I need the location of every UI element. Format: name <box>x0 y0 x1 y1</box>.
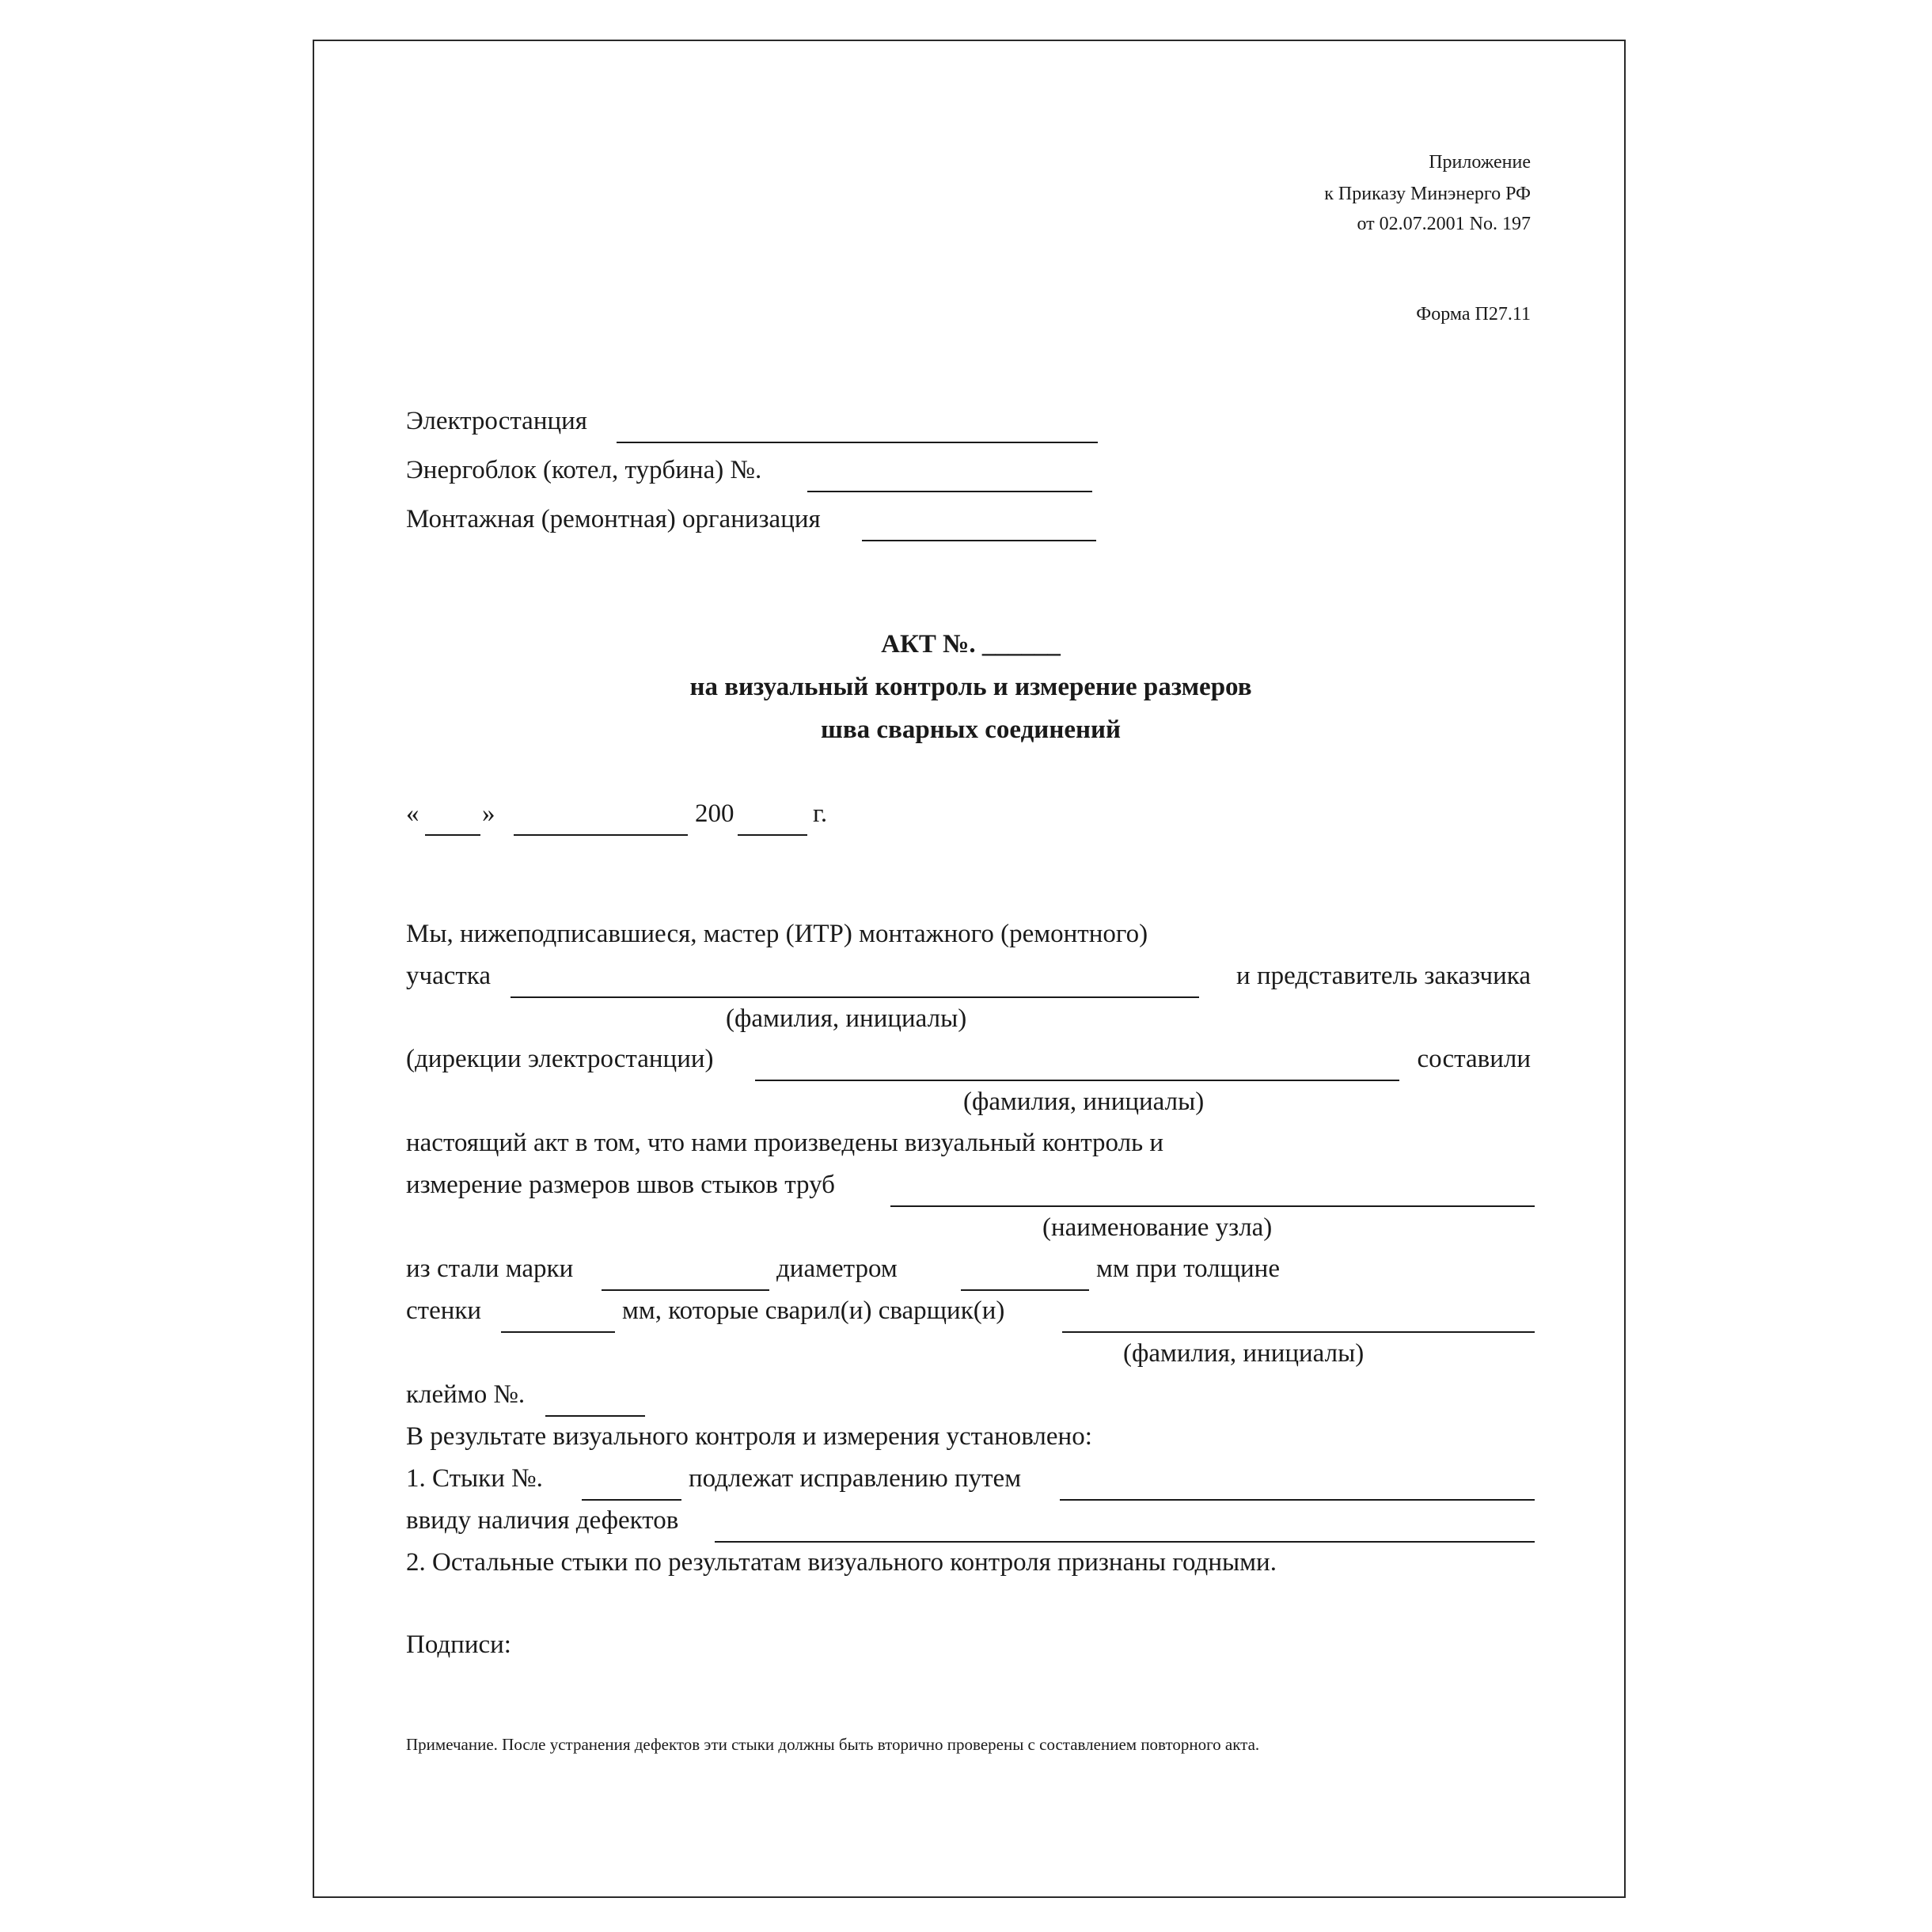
date-year-prefix: 200 <box>695 799 734 828</box>
date-open-quote: « <box>406 799 419 828</box>
body-line-9: В результате визуального контроля и измерения установлено: <box>406 1422 1092 1451</box>
joints-number-line[interactable] <box>582 1499 681 1501</box>
body-line-7-a: стенки <box>406 1296 482 1325</box>
note-text: Примечание. После устранения дефектов эти стыки должны быть вторично проверены с составлением повторного акта. <box>406 1735 1260 1754</box>
node-name-line[interactable] <box>890 1205 1535 1207</box>
body-line-10-b: подлежат исправлению путем <box>689 1464 1022 1493</box>
caption-node: (наименование узла) <box>1042 1213 1273 1242</box>
organization-label: Монтажная (ремонтная) организация <box>406 505 821 533</box>
caption-name-1: (фамилия, инициалы) <box>726 1004 967 1033</box>
date-day-line[interactable] <box>425 834 480 836</box>
body-line-7-b: мм, которые сварил(и) сварщик(и) <box>622 1296 1005 1325</box>
body-line-3-right: составили <box>1417 1045 1531 1073</box>
appendix-line-2: к Приказу Минэнерго РФ <box>1324 184 1531 204</box>
appendix-line-1: Приложение <box>1429 152 1531 173</box>
caption-name-3: (фамилия, инициалы) <box>1123 1339 1365 1368</box>
site-master-name-line[interactable] <box>511 996 1199 998</box>
date-year-suffix: г. <box>813 799 828 828</box>
body-line-11: ввиду наличия дефектов <box>406 1506 679 1535</box>
act-subtitle-1: на визуальный контроль и измерение размеров <box>689 673 1252 701</box>
body-line-1: Мы, нижеподписавшиеся, мастер (ИТР) монтажного (ремонтного) <box>406 920 1148 948</box>
welder-name-line[interactable] <box>1062 1331 1535 1333</box>
diameter-line[interactable] <box>961 1289 1089 1291</box>
body-line-2-left: участка <box>406 962 491 990</box>
body-line-10-a: 1. Стыки №. <box>406 1464 543 1493</box>
power-unit-line[interactable] <box>807 491 1092 492</box>
power-station-label: Электростанция <box>406 407 587 435</box>
appendix-line-3: от 02.07.2001 No. 197 <box>1357 214 1531 234</box>
body-line-2-right: и представитель заказчика <box>1236 962 1531 990</box>
wall-thickness-line[interactable] <box>501 1331 615 1333</box>
body-line-3-left: (дирекции электростанции) <box>406 1045 714 1073</box>
body-line-6-b: диаметром <box>776 1254 898 1283</box>
power-unit-label: Энергоблок (котел, турбина) №. <box>406 456 762 484</box>
body-line-4: настоящий акт в том, что нами произведены визуальный контроль и <box>406 1129 1164 1157</box>
body-line-6-a: из стали марки <box>406 1254 574 1283</box>
repair-method-line[interactable] <box>1060 1499 1535 1501</box>
date-year-line[interactable] <box>738 834 807 836</box>
signatures-label: Подписи: <box>406 1630 511 1659</box>
form-code: Форма П27.11 <box>1416 304 1531 325</box>
body-line-8: клеймо №. <box>406 1380 526 1409</box>
power-station-line[interactable] <box>617 442 1098 443</box>
caption-name-2: (фамилия, инициалы) <box>963 1087 1205 1116</box>
act-title: АКТ №. ______ <box>881 630 1061 659</box>
defects-line[interactable] <box>715 1541 1535 1543</box>
body-line-12: 2. Остальные стыки по результатам визуального контроля признаны годными. <box>406 1548 1277 1577</box>
act-subtitle-2: шва сварных соединений <box>820 715 1122 744</box>
steel-grade-line[interactable] <box>602 1289 769 1291</box>
body-line-5-left: измерение размеров швов стыков труб <box>406 1171 835 1199</box>
date-month-line[interactable] <box>514 834 688 836</box>
date-close-quote: » <box>482 799 495 828</box>
document-page <box>313 40 1626 1898</box>
stamp-number-line[interactable] <box>545 1415 645 1417</box>
body-line-6-c: мм при толщине <box>1096 1254 1280 1283</box>
organization-line[interactable] <box>862 540 1096 541</box>
customer-rep-name-line[interactable] <box>755 1080 1399 1081</box>
